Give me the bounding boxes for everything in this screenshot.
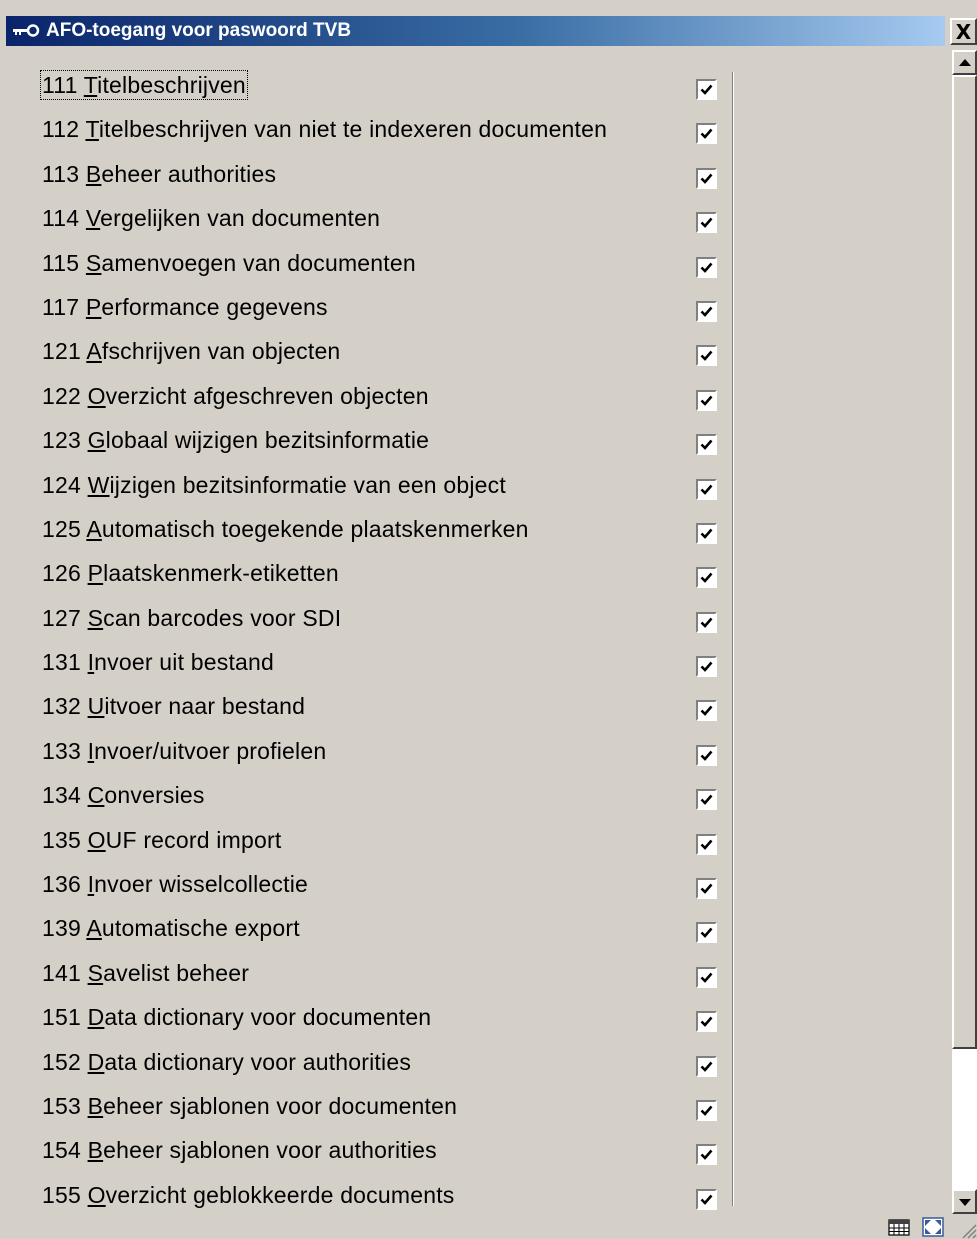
checkmark-icon [699, 837, 714, 852]
list-item[interactable] [6, 560, 950, 604]
item-text [42, 383, 429, 409]
item-name: amenvoegen van documenten [101, 249, 416, 276]
item-name: erformance gegevens [101, 293, 328, 320]
item-accelerator: S [87, 959, 104, 986]
item-accelerator: P [87, 560, 104, 587]
item-accelerator: I [87, 871, 95, 898]
item-accelerator: A [86, 515, 102, 542]
item-label[interactable] [42, 383, 429, 410]
item-name: fschrijven van objecten [101, 338, 341, 365]
item-name: nvoer uit bestand [94, 649, 275, 676]
list-item[interactable] [6, 427, 950, 471]
item-number: 154 [42, 1137, 81, 1164]
item-number: 111 [42, 72, 78, 98]
item-accelerator: O [87, 1181, 106, 1208]
access-checkbox[interactable] [696, 878, 717, 899]
item-text [42, 960, 249, 986]
checkmark-icon [699, 1014, 714, 1029]
vertical-scrollbar[interactable] [952, 50, 977, 1214]
item-accelerator: C [87, 782, 105, 809]
list-item[interactable] [6, 960, 950, 1004]
item-text [42, 1049, 411, 1075]
access-checkbox[interactable] [696, 1100, 717, 1121]
item-label[interactable] [42, 1093, 457, 1120]
arrow-down-icon [958, 1197, 972, 1207]
item-name: nvoer wisselcollectie [94, 871, 309, 898]
access-checkbox[interactable] [696, 523, 717, 544]
access-checkbox[interactable] [696, 479, 717, 500]
list-item[interactable] [6, 738, 950, 782]
item-name: laatskenmerk-etiketten [103, 560, 339, 587]
checkmark-icon [699, 1059, 714, 1074]
item-accelerator: G [87, 427, 106, 454]
key-icon [12, 21, 42, 41]
item-name: verzicht afgeschreven objecten [105, 382, 429, 409]
item-label[interactable] [42, 472, 506, 499]
access-checkbox[interactable] [696, 390, 717, 411]
checkmark-icon [699, 526, 714, 541]
access-list [6, 72, 950, 1226]
item-label[interactable] [42, 1182, 455, 1209]
access-checkbox[interactable] [696, 967, 717, 988]
item-text [42, 1093, 457, 1119]
checkmark-icon [699, 615, 714, 630]
access-checkbox[interactable] [696, 301, 717, 322]
item-name: ata dictionary voor documenten [104, 1004, 432, 1031]
item-name: eheer sjablonen voor documenten [103, 1092, 458, 1119]
access-checkbox[interactable] [696, 123, 717, 144]
item-accelerator: I [87, 649, 95, 676]
list-item[interactable] [6, 1049, 950, 1093]
checkmark-icon [699, 82, 714, 97]
item-text [42, 915, 300, 941]
item-label[interactable] [42, 649, 274, 676]
item-label[interactable] [42, 738, 326, 765]
item-accelerator: I [87, 737, 95, 764]
item-name: onversies [104, 782, 205, 809]
item-name: ata dictionary voor authorities [104, 1048, 412, 1075]
item-text [42, 693, 305, 719]
item-number: 126 [42, 560, 81, 587]
item-number: 134 [42, 782, 81, 809]
window-title: AFO-toegang voor paswoord TVB [46, 20, 352, 41]
access-checkbox[interactable] [696, 212, 717, 233]
item-text [42, 605, 341, 631]
checkmark-icon [699, 881, 714, 896]
item-label[interactable] [42, 782, 205, 809]
access-checkbox[interactable] [696, 257, 717, 278]
item-accelerator: O [87, 382, 106, 409]
checkmark-icon [699, 393, 714, 408]
item-name: lobaal wijzigen bezitsinformatie [105, 427, 430, 454]
title-bar[interactable] [6, 16, 945, 46]
checkmark-icon [699, 171, 714, 186]
list-item[interactable] [6, 605, 950, 649]
access-checkbox[interactable] [696, 1011, 717, 1032]
item-name: itelbeschrijven van niet te indexeren documenten [98, 116, 608, 143]
item-name: verzicht geblokkeerde documents [105, 1181, 455, 1208]
item-number: 124 [42, 471, 81, 498]
item-accelerator: A [86, 338, 102, 365]
item-number: 153 [42, 1092, 81, 1119]
list-item[interactable] [6, 383, 950, 427]
scroll-thumb[interactable] [952, 75, 977, 1049]
list-item[interactable] [6, 915, 950, 959]
item-accelerator: B [85, 160, 102, 187]
item-label[interactable] [42, 516, 529, 543]
item-label[interactable] [42, 693, 305, 720]
item-label[interactable] [42, 1004, 431, 1031]
item-number: 151 [42, 1004, 81, 1031]
checkmark-icon [699, 570, 714, 585]
item-label[interactable] [42, 116, 607, 143]
checkmark-icon [699, 748, 714, 763]
checkmark-icon [699, 703, 714, 718]
item-name: nvoer/uitvoer profielen [94, 737, 327, 764]
item-number: 112 [42, 116, 80, 143]
item-accelerator: A [86, 915, 102, 942]
item-label[interactable] [42, 960, 249, 987]
item-text [42, 1004, 431, 1030]
item-text [42, 738, 326, 764]
item-text [42, 472, 506, 498]
item-label[interactable] [42, 250, 416, 277]
item-text [42, 205, 380, 231]
item-text [42, 161, 276, 187]
item-name: itelbeschrijven [97, 72, 246, 98]
item-number: 117 [42, 293, 80, 320]
item-text [42, 1137, 437, 1163]
item-accelerator: B [87, 1137, 104, 1164]
item-number: 123 [42, 427, 81, 454]
item-name: avelist beheer [103, 959, 250, 986]
item-name: eheer sjablonen voor authorities [103, 1137, 437, 1164]
item-text [42, 560, 339, 586]
item-name: ergelijken van documenten [100, 205, 381, 232]
item-name: can barcodes voor SDI [103, 604, 342, 631]
item-number: 127 [42, 604, 81, 631]
expand-icon[interactable] [922, 1217, 944, 1237]
list-item[interactable] [6, 72, 950, 116]
checkmark-icon [699, 260, 714, 275]
list-item[interactable] [6, 205, 950, 249]
item-label[interactable] [42, 338, 340, 365]
access-checkbox[interactable] [696, 1144, 717, 1165]
access-checkbox[interactable] [696, 834, 717, 855]
item-label[interactable] [42, 427, 429, 454]
list-item[interactable] [6, 1093, 950, 1137]
list-item[interactable] [6, 871, 950, 915]
item-name: UF record import [105, 826, 282, 853]
item-number: 121 [42, 338, 81, 365]
access-checkbox[interactable] [696, 656, 717, 677]
item-text [42, 72, 246, 98]
item-label[interactable] [42, 294, 328, 321]
item-name: utomatische export [101, 915, 300, 942]
checkmark-icon [699, 1192, 714, 1207]
item-accelerator: B [87, 1092, 104, 1119]
item-text [42, 338, 340, 364]
list-item[interactable] [6, 1004, 950, 1048]
access-checkbox[interactable] [696, 168, 717, 189]
item-name: ijzigen bezitsinformatie van een object [109, 471, 506, 498]
checkmark-icon [699, 1147, 714, 1162]
item-text [42, 782, 205, 808]
item-number: 122 [42, 382, 81, 409]
access-checkbox[interactable] [696, 789, 717, 810]
scroll-down-button[interactable] [952, 1189, 977, 1214]
item-label[interactable] [42, 560, 339, 587]
checkmark-icon [699, 126, 714, 141]
item-number: 114 [42, 205, 80, 232]
access-checkbox[interactable] [696, 1056, 717, 1077]
checkmark-icon [699, 304, 714, 319]
arrow-up-icon [958, 58, 972, 68]
item-label[interactable] [42, 1137, 437, 1164]
access-checkbox[interactable] [696, 745, 717, 766]
close-button[interactable] [950, 18, 977, 45]
list-item[interactable] [6, 649, 950, 693]
item-number: 131 [42, 649, 81, 676]
list-item[interactable] [6, 827, 950, 871]
item-label[interactable] [42, 1049, 411, 1076]
list-item[interactable] [6, 693, 950, 737]
access-checkbox[interactable] [696, 612, 717, 633]
item-text [42, 1182, 455, 1208]
access-checkbox[interactable] [696, 922, 717, 943]
content-panel [6, 46, 950, 1215]
item-label[interactable] [42, 605, 341, 632]
checkmark-icon [699, 1103, 714, 1118]
checkmark-icon [699, 348, 714, 363]
scroll-up-button[interactable] [952, 50, 977, 75]
item-accelerator: P [85, 293, 102, 320]
item-number: 133 [42, 737, 81, 764]
item-accelerator: W [87, 471, 110, 498]
item-number: 115 [42, 249, 80, 276]
item-accelerator: V [85, 205, 101, 232]
item-accelerator: T [83, 72, 98, 98]
access-checkbox[interactable] [696, 345, 717, 366]
checkmark-icon [699, 925, 714, 940]
access-checkbox[interactable] [696, 567, 717, 588]
list-item[interactable] [6, 782, 950, 826]
item-number: 141 [42, 959, 81, 986]
item-label[interactable] [42, 205, 380, 232]
item-label[interactable] [42, 827, 281, 854]
item-label[interactable] [42, 72, 246, 99]
list-item[interactable] [6, 250, 950, 294]
item-number: 132 [42, 693, 81, 720]
status-bar [0, 1215, 977, 1239]
item-text [42, 250, 416, 276]
item-text [42, 827, 281, 853]
checkmark-icon [699, 437, 714, 452]
item-text [42, 516, 529, 542]
list-item[interactable] [6, 516, 950, 560]
item-accelerator: D [87, 1004, 105, 1031]
item-text [42, 116, 607, 142]
checkmark-icon [699, 792, 714, 807]
list-item[interactable] [6, 472, 950, 516]
item-text [42, 427, 429, 453]
item-number: 125 [42, 515, 81, 542]
item-label[interactable] [42, 915, 300, 942]
close-icon: X [955, 19, 972, 44]
item-number: 152 [42, 1048, 81, 1075]
access-checkbox[interactable] [696, 434, 717, 455]
list-item[interactable] [6, 161, 950, 205]
item-accelerator: S [85, 249, 102, 276]
item-label[interactable] [42, 161, 276, 188]
item-number: 139 [42, 915, 81, 942]
item-number: 135 [42, 826, 81, 853]
item-accelerator: O [87, 826, 106, 853]
resize-grip-icon[interactable] [959, 1221, 977, 1239]
item-number: 113 [42, 160, 80, 187]
list-item[interactable] [6, 294, 950, 338]
item-number: 155 [42, 1181, 81, 1208]
checkmark-icon [699, 970, 714, 985]
item-accelerator: T [85, 116, 99, 143]
list-item[interactable] [6, 116, 950, 160]
item-accelerator: U [87, 693, 105, 720]
checkmark-icon [699, 482, 714, 497]
list-item[interactable] [6, 338, 950, 382]
access-checkbox[interactable] [696, 79, 717, 100]
access-checkbox[interactable] [696, 700, 717, 721]
item-text [42, 649, 274, 675]
item-label[interactable] [42, 871, 308, 898]
item-name: itvoer naar bestand [104, 693, 306, 720]
checkmark-icon [699, 215, 714, 230]
item-name: utomatisch toegekende plaatskenmerken [101, 515, 529, 542]
list-item[interactable] [6, 1137, 950, 1181]
item-accelerator: D [87, 1048, 105, 1075]
item-accelerator: S [87, 604, 104, 631]
checkmark-icon [699, 659, 714, 674]
scroll-track[interactable] [952, 1049, 977, 1189]
item-text [42, 871, 308, 897]
item-text [42, 294, 328, 320]
column-separator [732, 72, 734, 1206]
item-number: 136 [42, 871, 81, 898]
item-name: eheer authorities [101, 160, 277, 187]
access-checkbox[interactable] [696, 1189, 717, 1210]
grid-icon[interactable] [888, 1217, 910, 1237]
